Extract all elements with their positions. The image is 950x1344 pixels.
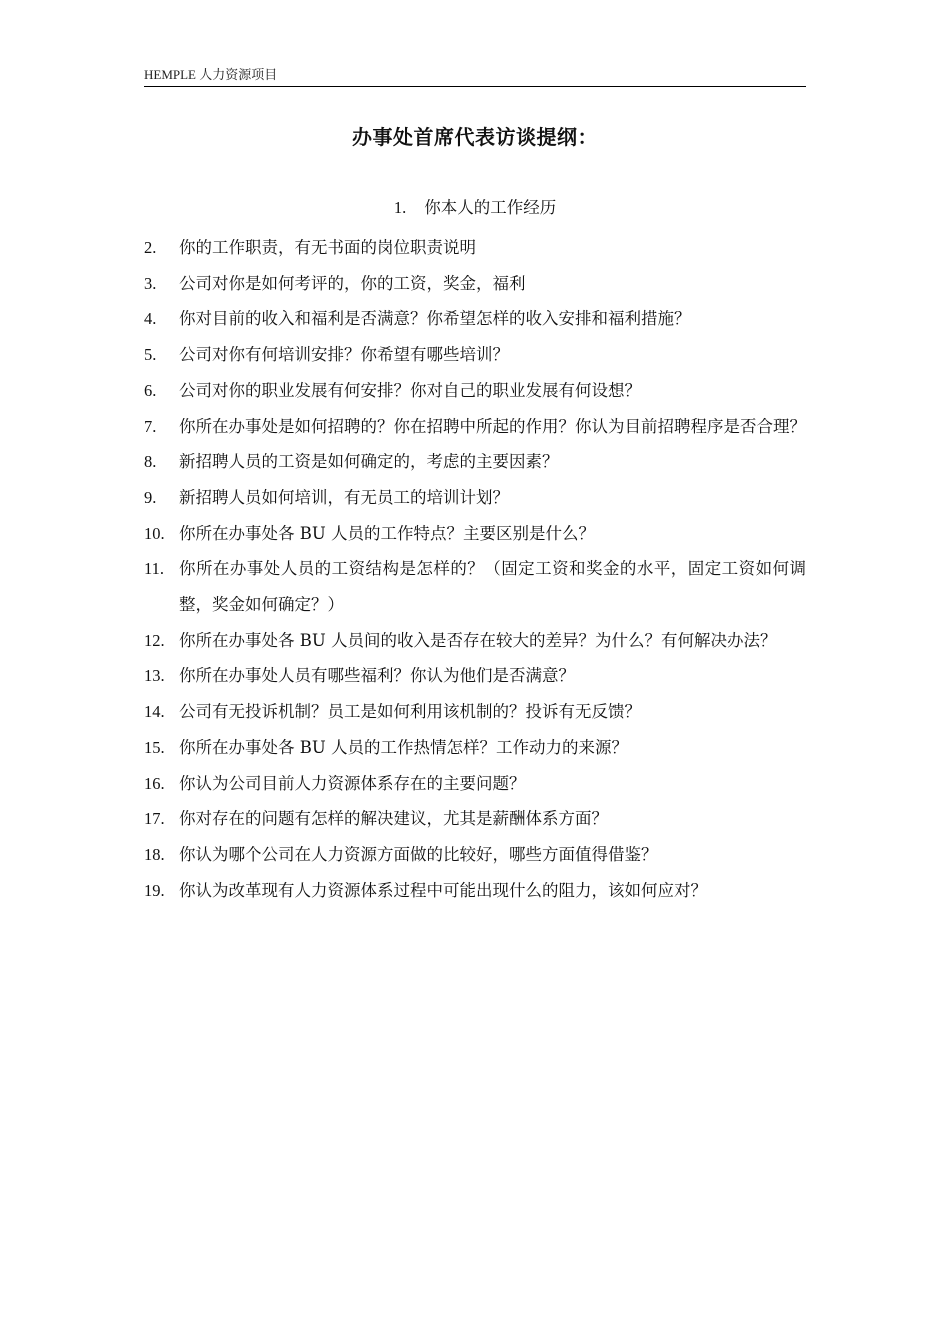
list-item-number: 4.	[144, 309, 157, 329]
list-item	[144, 516, 806, 552]
list-item-text: 你所在办事处是如何招聘的？你在招聘中所起的作用？你认为目前招聘程序是否合理？	[179, 416, 806, 436]
list-item-number: 10.	[144, 523, 165, 543]
list-item-text: 新招聘人员的工资是如何确定的，考虑的主要因素？	[179, 452, 559, 472]
list-item-text: 你对存在的问题有怎样的解决建议，尤其是薪酬体系方面？	[179, 809, 608, 829]
list-item	[144, 730, 806, 766]
list-item-number: 3.	[144, 273, 157, 293]
list-item-number: 16.	[144, 773, 165, 793]
list-item	[144, 301, 806, 337]
list-item-text: 你所在办事处人员有哪些福利？你认为他们是否满意？	[179, 666, 575, 686]
list-item	[144, 266, 806, 302]
list-item-text: 新招聘人员如何培训，有无员工的培训计划？	[179, 487, 509, 507]
list-item	[144, 337, 806, 373]
list-item-text: 你所在办事处各 BU 人员的工作热情怎样？工作动力的来源？	[179, 737, 629, 757]
list-item-text: 公司有无投诉机制？员工是如何利用该机制的？投诉有无反馈？	[179, 702, 641, 722]
list-item	[144, 623, 806, 659]
list-item-text: 你认为哪个公司在人力资源方面做的比较好，哪些方面值得借鉴？	[179, 844, 658, 864]
document-title: 办事处首席代表访谈提纲：	[352, 125, 598, 149]
list-item	[144, 444, 806, 480]
list-item	[144, 837, 806, 873]
list-item	[144, 409, 806, 445]
list-item-text: 你的工作职责，有无书面的岗位职责说明	[179, 238, 476, 257]
list-item	[144, 694, 806, 730]
list-item	[144, 230, 806, 266]
list-item-number: 17.	[144, 809, 165, 829]
list-item	[144, 480, 806, 516]
header-text: HEMPLE 人力资源项目	[144, 67, 278, 82]
list-item-number: 18.	[144, 844, 165, 864]
list-item-number: 13.	[144, 666, 165, 686]
list-item-text: 你本人的工作经历	[424, 198, 557, 217]
page-header	[144, 66, 806, 87]
list-item-number: 12.	[144, 630, 165, 650]
list-item-text: 你所在办事处各 BU 人员间的收入是否存在较大的差异？为什么？有何解决办法？	[179, 630, 777, 650]
list-item-number: 11.	[144, 559, 165, 579]
list-item-number: 7.	[144, 416, 157, 436]
list-item-text: 公司对你是如何考评的，你的工资，奖金，福利	[179, 273, 526, 293]
list-item-text: 你所在办事处人员的工资结构是怎样的？（固定工资和奖金的水平，固定工资如何调整，奖金如何确定？）	[179, 559, 806, 615]
list-item-number: 14.	[144, 702, 165, 722]
list-item-number: 19.	[144, 880, 165, 900]
list-item-text: 你对目前的收入和福利是否满意？你希望怎样的收入安排和福利措施？	[179, 309, 691, 329]
list-item-text: 你认为改革现有人力资源体系过程中可能出现什么的阻力，该如何应对？	[179, 880, 707, 900]
list-item-text: 你认为公司目前人力资源体系存在的主要问题？	[179, 773, 526, 793]
question-list	[144, 230, 806, 908]
list-item-first	[144, 196, 806, 220]
list-item-number: 8.	[144, 452, 157, 472]
list-item-text: 公司对你有何培训安排？你希望有哪些培训？	[179, 345, 509, 365]
list-item-number: 15.	[144, 737, 165, 757]
list-item	[144, 766, 806, 802]
list-item	[144, 658, 806, 694]
list-item	[144, 801, 806, 837]
list-item-number: 5.	[144, 345, 157, 365]
list-item-number: 1.	[393, 198, 407, 217]
list-item	[144, 551, 806, 622]
list-item	[144, 873, 806, 909]
list-item-text: 公司对你的职业发展有何安排？你对自己的职业发展有何设想？	[179, 380, 641, 400]
list-item-number: 2.	[144, 238, 157, 257]
list-item	[144, 373, 806, 409]
list-item-number: 6.	[144, 380, 157, 400]
list-item-text: 你所在办事处各 BU 人员的工作特点？主要区别是什么？	[179, 523, 596, 543]
list-item-number: 9.	[144, 487, 157, 507]
